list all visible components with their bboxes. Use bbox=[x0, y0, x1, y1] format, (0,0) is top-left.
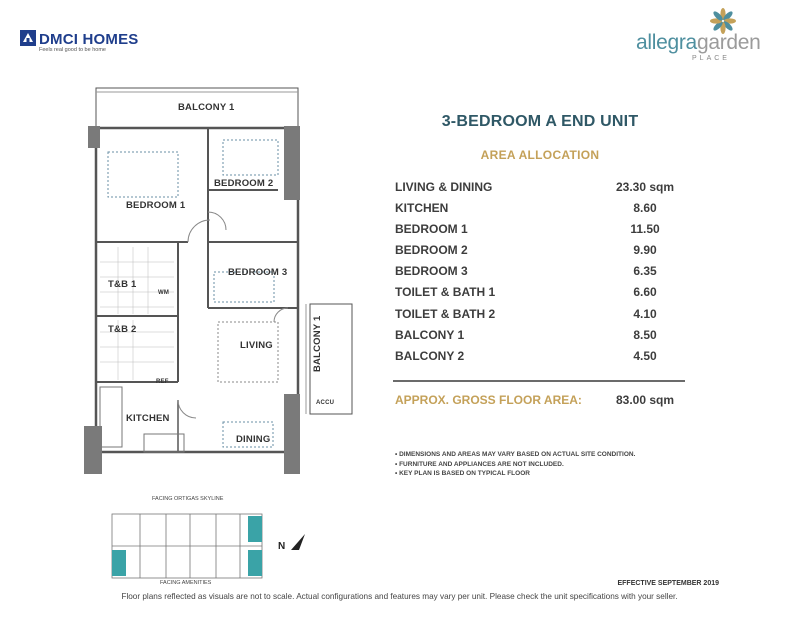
label-dining: DINING bbox=[236, 434, 271, 445]
area-row bbox=[395, 201, 685, 222]
area-room: TOILET & BATH 1 bbox=[395, 285, 496, 300]
area-value: 4.10 bbox=[633, 306, 657, 321]
dmci-tagline: Feels real good to be home bbox=[39, 47, 106, 53]
area-row bbox=[395, 222, 685, 243]
project-name-a: allegra bbox=[636, 31, 697, 54]
area-room: BEDROOM 3 bbox=[395, 264, 468, 279]
label-kitchen: KITCHEN bbox=[126, 413, 170, 424]
area-allocation-heading: AREA ALLOCATION bbox=[480, 148, 600, 162]
area-value: 9.90 bbox=[633, 243, 657, 258]
gross-floor-area-label: APPROX. GROSS FLOOR AREA: bbox=[395, 393, 582, 407]
area-row bbox=[395, 349, 685, 370]
table-divider bbox=[393, 380, 685, 382]
area-room: BEDROOM 1 bbox=[395, 222, 468, 237]
area-value: 6.60 bbox=[633, 285, 657, 300]
label-bedroom-1: BEDROOM 1 bbox=[126, 200, 186, 211]
area-allocation-table bbox=[395, 180, 685, 370]
area-value: 11.50 bbox=[630, 222, 660, 237]
label-wm: WM bbox=[158, 290, 170, 296]
label-bedroom-2: BEDROOM 2 bbox=[214, 178, 274, 189]
note-item: • FURNITURE AND APPLIANCES ARE NOT INCLUDED. bbox=[395, 460, 564, 468]
dmci-brand-name: DMCI HOMES bbox=[39, 31, 139, 48]
label-tb-1: T&B 1 bbox=[108, 279, 137, 290]
area-value: 4.50 bbox=[633, 348, 657, 363]
north-indicator bbox=[278, 530, 308, 556]
unit-title: 3-BEDROOM A END UNIT bbox=[441, 113, 639, 130]
label-balcony-1-side: BALCONY 1 bbox=[312, 315, 323, 372]
north-label: N bbox=[278, 541, 286, 552]
dmci-homes-logo bbox=[20, 30, 150, 54]
area-value: 23.30 sqm bbox=[615, 180, 675, 194]
area-row bbox=[395, 285, 685, 306]
label-ref: REF bbox=[156, 379, 169, 385]
key-plan-top-label: FACING ORTIGAS SKYLINE bbox=[152, 496, 224, 502]
note-item: • DIMENSIONS AND AREAS MAY VARY BASED ON ACTUAL SITE CONDITION. bbox=[395, 451, 636, 458]
label-bedroom-3: BEDROOM 3 bbox=[228, 267, 288, 278]
dmci-mark-icon bbox=[20, 30, 36, 46]
area-row bbox=[395, 264, 685, 285]
project-place: PLACE bbox=[692, 55, 730, 62]
area-row bbox=[395, 180, 685, 201]
area-row bbox=[395, 328, 685, 349]
area-room: BALCONY 1 bbox=[395, 327, 465, 342]
label-living: LIVING bbox=[240, 340, 273, 351]
area-room: BEDROOM 2 bbox=[395, 243, 468, 258]
area-value: 6.35 bbox=[633, 264, 657, 279]
effective-date: EFFECTIVE SEPTEMBER 2019 bbox=[617, 580, 719, 587]
gross-floor-area-value: 83.00 sqm bbox=[615, 393, 675, 407]
label-accu: ACCU bbox=[316, 400, 335, 406]
notes bbox=[395, 450, 695, 479]
area-value: 8.50 bbox=[633, 327, 657, 342]
project-name bbox=[636, 31, 761, 55]
project-name-b: garden bbox=[696, 31, 761, 54]
label-balcony-1: BALCONY 1 bbox=[178, 102, 235, 113]
area-room: BALCONY 2 bbox=[395, 348, 465, 363]
area-value: 8.60 bbox=[633, 201, 657, 216]
key-plan-bottom-label: FACING AMENITIES bbox=[160, 580, 212, 586]
area-room: LIVING & DINING bbox=[395, 180, 493, 194]
disclaimer: Floor plans reflected as visuals are not to scale. Actual configurations and features may vary per unit. Please check the unit specifications with your seller. bbox=[121, 592, 678, 601]
note-item: • KEY PLAN IS BASED ON TYPICAL FLOOR bbox=[395, 470, 530, 477]
allegra-garden-logo bbox=[636, 8, 786, 64]
north-arrow-icon bbox=[289, 532, 307, 552]
area-room: TOILET & BATH 2 bbox=[395, 306, 496, 321]
label-tb-2: T&B 2 bbox=[108, 324, 137, 335]
floor-plan bbox=[78, 82, 356, 482]
area-row bbox=[395, 243, 685, 264]
area-room: KITCHEN bbox=[395, 201, 449, 216]
area-row bbox=[395, 307, 685, 328]
